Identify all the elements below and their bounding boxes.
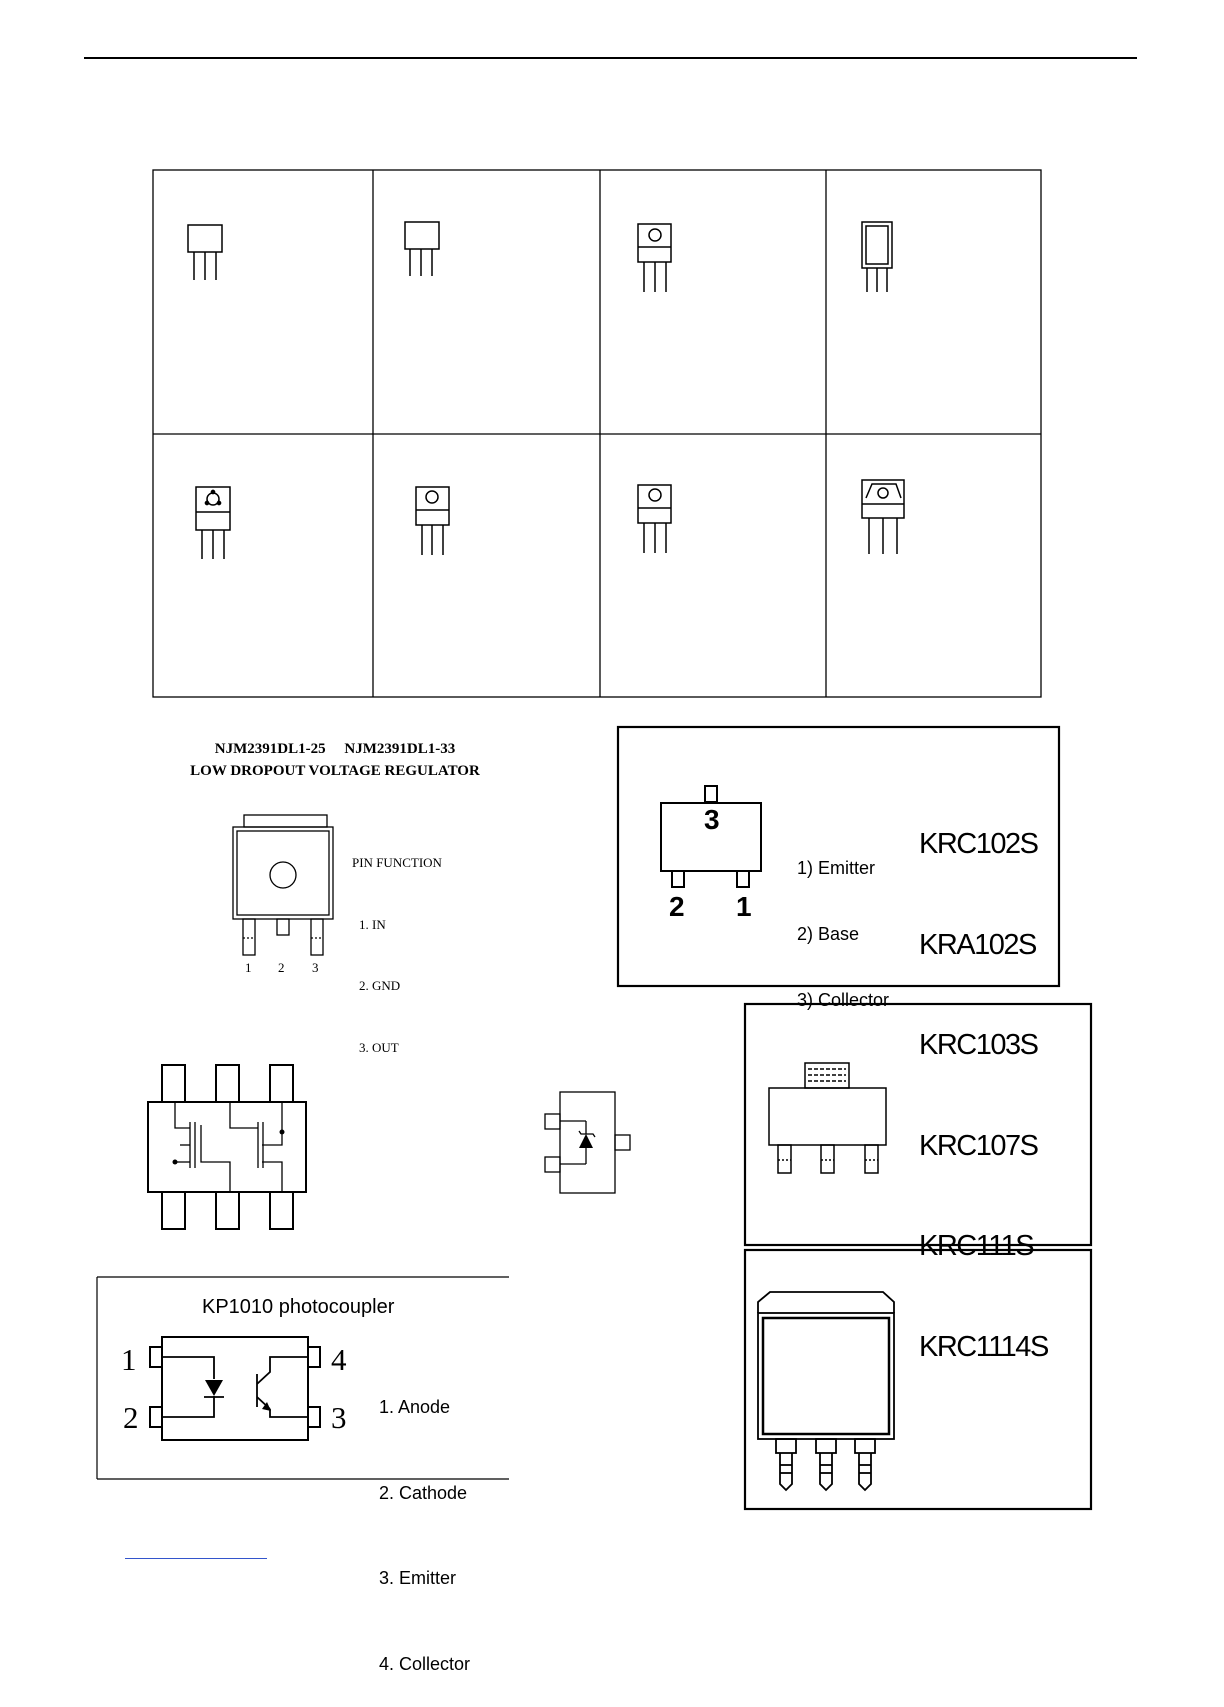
krc-part-number: KRA102S xyxy=(919,928,1036,961)
photocoupler-pin-function: 1. Anode xyxy=(379,1397,451,1417)
njm-pin-function-heading: PIN FUNCTION xyxy=(352,855,442,870)
njm-pin-function-item: 3. OUT xyxy=(359,1039,399,1055)
njm-pin-number: 1 xyxy=(245,960,252,975)
photocoupler-pin-number: 2 xyxy=(123,1400,139,1435)
photocoupler-pin-number: 4 xyxy=(331,1342,347,1377)
krc-part-number: KRC1114S xyxy=(919,1330,1048,1363)
njm-title-line1: NJM2391DL1-25 NJM2391DL1-33 xyxy=(214,741,456,757)
krc-part-number: KRC107S xyxy=(919,1129,1038,1162)
krc-pin-number: 3 xyxy=(704,804,720,835)
krc-part-number: KRC103S xyxy=(919,1029,1038,1061)
photocoupler-pin-functions xyxy=(379,1336,470,1707)
njm-pin-number: 3 xyxy=(312,960,319,975)
njm-pin-number: 2 xyxy=(278,960,285,975)
photocoupler-pin-function: 2. Cathode xyxy=(379,1482,468,1503)
krc-pin-function: 2) Base xyxy=(797,924,860,944)
njm-pin-function-item: 2. GND xyxy=(359,978,401,993)
njm-pin-function-item: 1. IN xyxy=(359,916,386,932)
krc-part-number: KRC102S xyxy=(919,828,1038,860)
photocoupler-pin-number: 1 xyxy=(121,1342,137,1377)
photocoupler-pin-function: 3. Emitter xyxy=(379,1568,457,1588)
krc-pin-function: 1) Emitter xyxy=(797,858,876,878)
njm-title-line2: LOW DROPOUT VOLTAGE REGULATOR xyxy=(190,763,480,779)
krc-part-number: KRC111S xyxy=(919,1230,1034,1262)
krc-pin-function: 3) Collector xyxy=(797,990,890,1010)
krc-pin-number: 1 xyxy=(736,891,752,922)
photocoupler-pin-number: 3 xyxy=(331,1400,347,1435)
krc-pin-number: 2 xyxy=(669,891,685,922)
photocoupler-pin-function: 4. Collector xyxy=(379,1653,471,1674)
photocoupler-title: KP1010 photocoupler xyxy=(202,1296,395,1318)
